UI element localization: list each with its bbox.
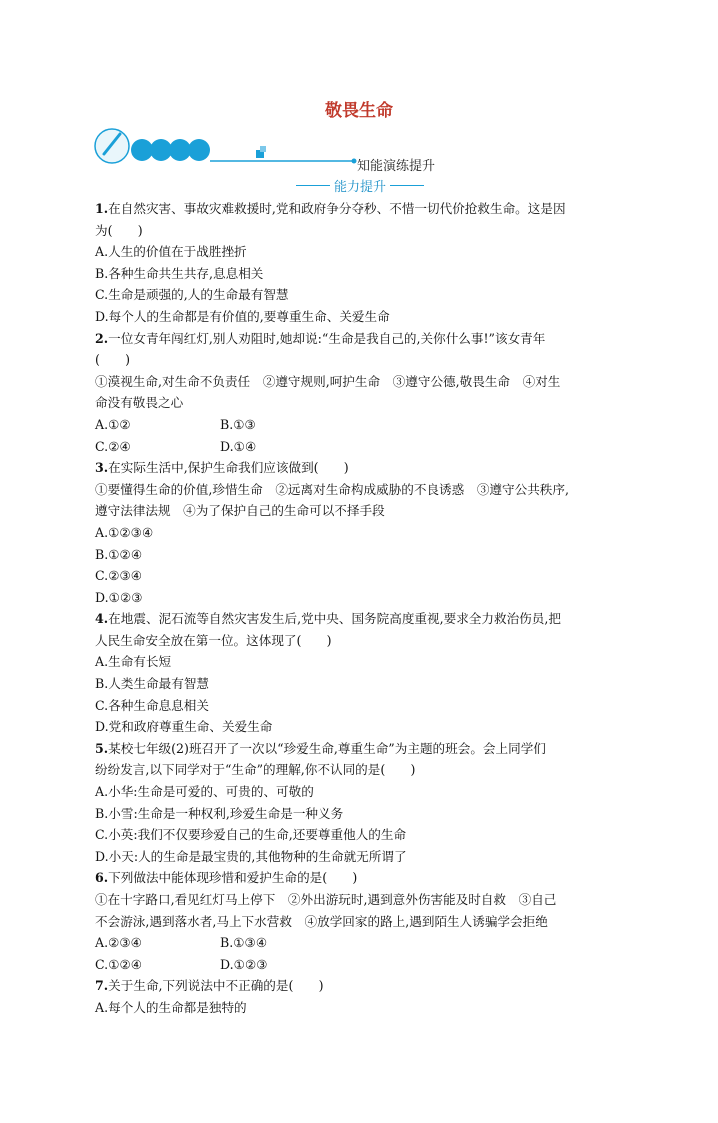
question-stem-line — [95, 738, 635, 760]
rule-end-dot — [352, 159, 357, 164]
question-stem-line — [95, 608, 635, 630]
question-stem-text: ( ) — [95, 352, 131, 368]
answer-option: A.①②③④ — [95, 524, 154, 540]
answer-option: D.①②③ — [220, 956, 268, 972]
answer-option: A.①② — [95, 416, 131, 432]
question-stem-line — [95, 759, 635, 781]
answer-option: D.①④ — [220, 438, 257, 454]
question-block — [95, 867, 635, 975]
question-stem-line — [95, 198, 635, 220]
answer-option: D.每个人的生命都是有价值的,要尊重生命、关爱生命 — [95, 308, 390, 324]
question-item-line: 不会游泳,遇到落水者,马上下水营救 ④放学回家的路上,遇到陌生人诱骗学会拒绝 — [95, 913, 548, 929]
question-stem-text: 一位女青年闯红灯,别人劝阻时,她却说:“生命是我自己的,关你什么事!”该女青年 — [108, 330, 546, 346]
answer-option: B.①③④ — [220, 935, 268, 951]
answer-option-row — [95, 932, 635, 954]
question-number: 1. — [95, 201, 109, 216]
question-block — [95, 457, 635, 608]
answer-option: A.②③④ — [95, 935, 142, 951]
question-stem-line — [95, 457, 635, 479]
question-item-line: 遵守法律法规 ④为了保护自己的生命可以不择手段 — [95, 503, 385, 519]
subsection-heading — [296, 176, 424, 194]
answer-option: A.每个人的生命都是独特的 — [95, 999, 247, 1015]
answer-option: B.人类生命最有智慧 — [95, 676, 210, 692]
square-mark-small — [260, 146, 266, 152]
question-stem-line — [95, 349, 635, 371]
answer-option: C.②③④ — [95, 568, 143, 584]
question-number: 5. — [95, 740, 109, 756]
answer-option: D.①②③ — [95, 589, 143, 605]
question-number: 6. — [95, 870, 109, 886]
question-number: 2. — [95, 330, 109, 346]
question-stem-text: 在实际生活中,保护生命我们应该做到( ) — [108, 460, 349, 476]
question-block — [95, 328, 635, 458]
question-stem-text: 某校七年级(2)班召开了一次以“珍爱生命,尊重生命”为主题的班会。会上同学们 — [108, 740, 546, 756]
question-stem-line — [95, 975, 635, 997]
question-stem-text: 在自然灾害、事故灾难救援时,党和政府争分夺秒、不惜一切代价抢救生命。这是因 — [108, 201, 566, 216]
answer-option: D.党和政府尊重生命、关爱生命 — [95, 719, 273, 735]
question-stem-text: 为( ) — [95, 222, 143, 238]
sub-line-right — [390, 185, 424, 186]
answer-option: C.生命是顽强的,人的生命最有智慧 — [95, 287, 289, 303]
question-stem-line — [95, 220, 635, 242]
question-stem-text: 纷纷发言,以下同学对于“生命”的理解,你不认同的是( ) — [95, 762, 416, 778]
question-block — [95, 975, 635, 1018]
question-stem-text: 在地震、泥石流等自然灾害发生后,党中央、国务院高度重视,要求全力救治伤员,把 — [108, 611, 561, 627]
answer-option: A.生命有长短 — [95, 654, 172, 670]
answer-option: D.小天:人的生命是最宝贵的,其他物种的生命就无所谓了 — [95, 848, 407, 864]
question-number: 7. — [95, 978, 109, 994]
sub-line-left — [296, 185, 330, 186]
section-label: 知能演练提升 — [357, 159, 436, 174]
answer-option: C.小英:我们不仅要珍爱自己的生命,还要尊重他人的生命 — [95, 827, 407, 843]
question-stem-text: 关于生命,下列说法中不正确的是( ) — [108, 978, 324, 994]
question-stem-line — [95, 867, 635, 889]
question-number: 3. — [95, 460, 109, 476]
subsection-label: 能力提升 — [333, 180, 386, 195]
question-item-line: ①要懂得生命的价值,珍惜生命 ②远离对生命构成威胁的不良诱惑 ③遵守公共秩序, — [95, 481, 569, 497]
page-title: 敬畏生命 — [325, 101, 393, 121]
answer-option: C.①②④ — [95, 956, 143, 972]
answer-option: B.小雪:生命是一种权利,珍爱生命是一种义务 — [95, 805, 344, 821]
question-stem-text: 下列做法中能体现珍惜和爱护生命的是( ) — [108, 870, 358, 886]
question-block — [95, 738, 635, 868]
answer-option: A.小华:生命是可爱的、可贵的、可敬的 — [95, 784, 314, 800]
question-stem-line — [95, 630, 635, 652]
question-stem-line — [95, 328, 635, 350]
question-stem-text: 人民生命安全放在第一位。这体现了( ) — [95, 632, 332, 648]
question-number: 4. — [95, 611, 109, 627]
questions-list — [95, 198, 635, 1019]
answer-option: A.人生的价值在于战胜挫折 — [95, 244, 247, 260]
question-block — [95, 608, 635, 738]
answer-option-row — [95, 414, 635, 436]
answer-option: C.②④ — [95, 438, 131, 454]
answer-option: B.①②④ — [95, 546, 143, 562]
answer-option-row — [95, 436, 635, 458]
question-item-line: ①漠视生命,对生命不负责任 ②遵守规则,呵护生命 ③遵守公德,敬畏生命 ④对生 — [95, 373, 561, 389]
answer-option: B.①③ — [220, 416, 256, 432]
dot-2 — [150, 139, 172, 161]
dot-4 — [188, 139, 210, 161]
answer-option-row — [95, 954, 635, 976]
answer-option: B.各种生命共生共存,息息相关 — [95, 265, 264, 281]
question-item-line: ①在十字路口,看见红灯马上停下 ②外出游玩时,遇到意外伤害能及时自救 ③自己 — [95, 892, 557, 907]
dot-1 — [131, 139, 153, 161]
question-block — [95, 198, 635, 328]
dot-3 — [169, 139, 191, 161]
answer-option: C.各种生命息息相关 — [95, 697, 209, 713]
question-item-line: 命没有敬畏之心 — [95, 395, 184, 411]
